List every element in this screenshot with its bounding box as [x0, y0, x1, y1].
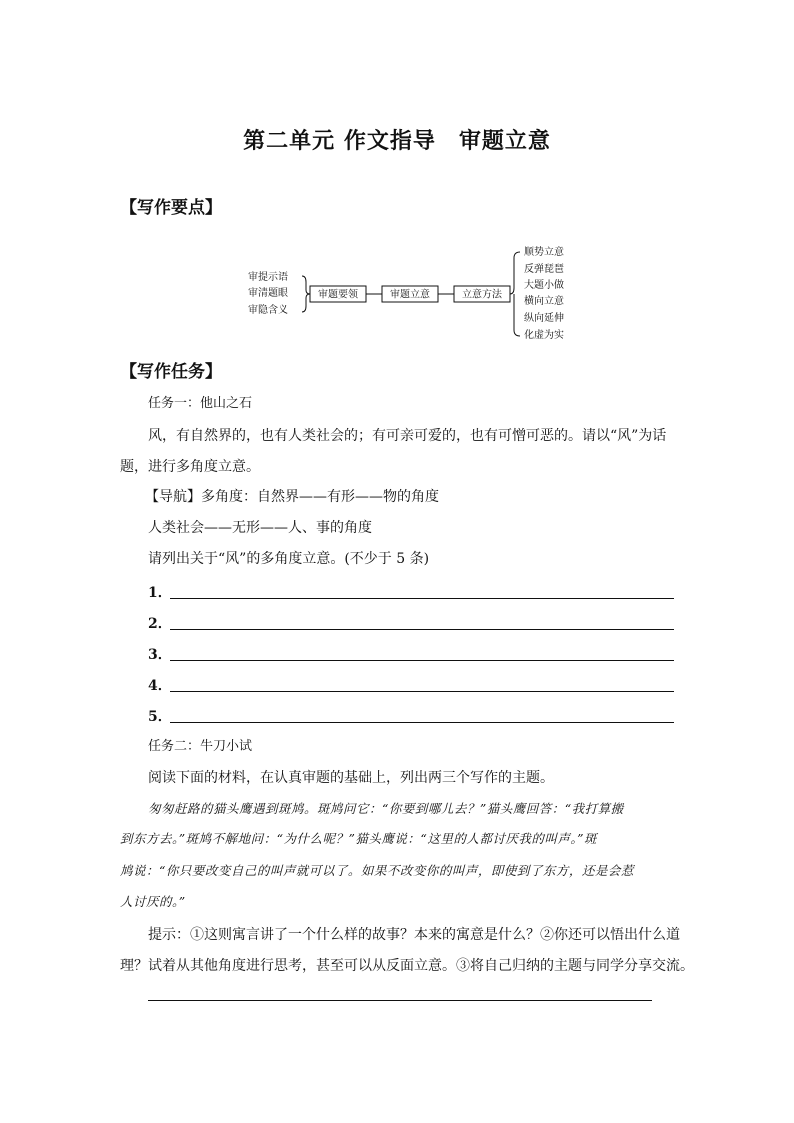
story-line: 鸠说：“你只要改变自己的叫声就可以了。如果不改变你的叫声，即使到了东方，还是会惹	[120, 863, 634, 878]
answer-blank-3[interactable]	[148, 644, 674, 664]
diagram-left-item: 审隐含义	[248, 305, 288, 316]
page-title: 第二单元 作文指导 审题立意	[243, 129, 551, 154]
diagram-box-label: 审题立意	[390, 289, 430, 301]
blank-number: 3．	[148, 647, 172, 663]
left-brace	[302, 276, 310, 312]
task1-title: 任务一：他山之石	[148, 396, 253, 411]
blank-number: 4．	[148, 678, 172, 694]
writing-points-diagram	[240, 240, 580, 345]
section-heading-writing-points: 【写作要点】	[120, 198, 222, 218]
task1-instruction: 请列出关于“风”的多角度立意。(不少于 5 条)	[148, 551, 430, 567]
diagram-right-item: 大题小做	[524, 280, 564, 291]
task1-guide-line2: 人类社会——无形——人、事的角度	[148, 520, 372, 536]
blank-number: 1．	[148, 585, 172, 601]
diagram-right-item: 横向立意	[524, 296, 564, 307]
task2-title: 任务二：牛刀小试	[148, 739, 253, 754]
diagram-right-item: 化虚为实	[524, 330, 564, 341]
section-heading-writing-tasks: 【写作任务】	[120, 362, 222, 382]
hint-line1: 提示：①这则寓言讲了一个什么样的故事？本来的寓意是什么？②你还可以悟出什么道	[148, 927, 680, 943]
story-line: 到东方去。”斑鸠不解地问：“为什么呢？”猫头鹰说：“这里的人都讨厌我的叫声。”斑	[120, 831, 597, 846]
diagram-box-label: 立意方法	[462, 289, 502, 301]
blank-number: 2．	[148, 616, 172, 632]
story-line: 人讨厌的。”	[120, 894, 186, 909]
answer-blank-5[interactable]	[148, 706, 674, 726]
diagram-right-item: 纵向延伸	[524, 313, 564, 324]
diagram-box-label: 审题要领	[318, 289, 358, 301]
answer-blank-2[interactable]	[148, 613, 674, 633]
story-line: 匆匆赶路的猫头鹰遇到斑鸠。斑鸠问它：“你要到哪儿去？”猫头鹰回答：“我打算搬	[148, 801, 624, 816]
blank-number: 5．	[148, 709, 172, 725]
task2-instruction: 阅读下面的材料，在认真审题的基础上，列出两三个写作的主题。	[148, 770, 554, 786]
diagram-right-item: 顺势立意	[524, 247, 564, 258]
diagram-left-item: 审提示语	[248, 272, 288, 283]
hint-line2: 理？试着从其他角度进行思考，甚至可以从反面立意。③将自己归纳的主题与同学分享交流。	[120, 958, 694, 974]
answer-blank-4[interactable]	[148, 675, 674, 695]
answer-blank-1[interactable]	[148, 582, 674, 602]
task1-prompt-line2: 题，进行多角度立意。	[120, 459, 260, 475]
task1-guide-line1: 【导航】多角度：自然界——有形——物的角度	[145, 489, 439, 505]
answer-line[interactable]	[148, 1000, 652, 1001]
diagram-left-item: 审清题眼	[248, 288, 288, 299]
right-brace	[510, 252, 520, 336]
diagram-right-item: 反弹琵琶	[524, 264, 564, 275]
task1-prompt-line1: 风，有自然界的，也有人类社会的；有可亲可爱的，也有可憎可恶的。请以“风”为话	[148, 428, 667, 444]
